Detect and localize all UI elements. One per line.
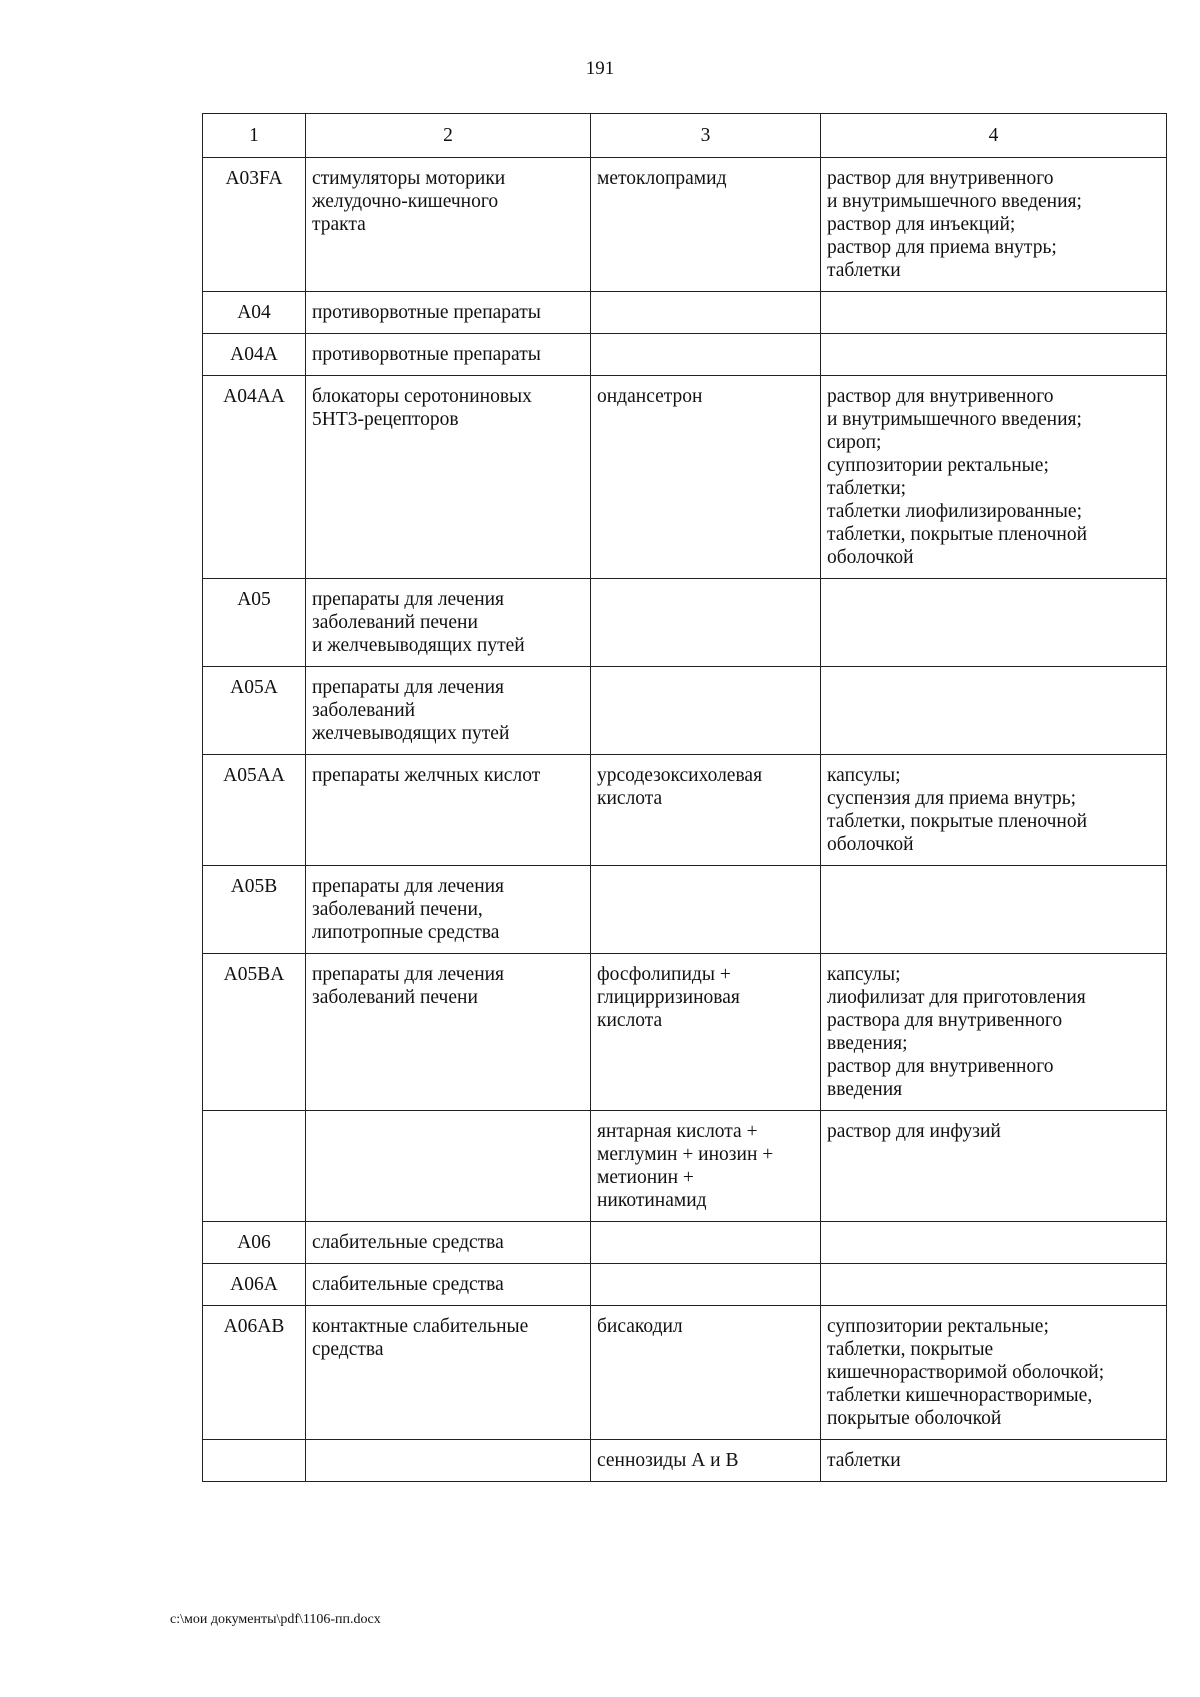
substance-line: сеннозиды А и В — [597, 1450, 739, 1471]
substance-cell — [591, 579, 821, 667]
dosage-form-line: введения; — [827, 1033, 908, 1054]
substance-line: янтарная кислота + — [597, 1121, 758, 1142]
drug-classification-table — [202, 113, 1167, 1482]
dosage-forms-cell — [821, 755, 1167, 866]
dosage-forms-cell — [821, 1306, 1167, 1440]
dosage-form-line: суспензия для приема внутрь; — [827, 788, 1077, 809]
table-row — [203, 1111, 1167, 1222]
atc-code-cell: A05 — [203, 579, 306, 667]
dosage-form-line: раствор для внутривенного — [827, 386, 1054, 407]
group-cell — [306, 1440, 591, 1482]
dosage-form-line: покрытые оболочкой — [827, 1408, 1002, 1429]
group-cell — [306, 866, 591, 954]
atc-code-cell: A06A — [203, 1264, 306, 1306]
table-header — [203, 114, 1167, 158]
table-body — [203, 158, 1167, 1482]
dosage-form-line: кишечнорастворимой оболочкой; — [827, 1362, 1105, 1383]
dosage-form-line: таблетки — [827, 1450, 901, 1471]
dosage-form-line: раствор для внутривенного — [827, 168, 1054, 189]
substance-cell — [591, 755, 821, 866]
substance-cell — [591, 334, 821, 376]
dosage-forms-cell — [821, 1111, 1167, 1222]
atc-code-cell: A04A — [203, 334, 306, 376]
atc-code-cell: A05B — [203, 866, 306, 954]
atc-code-cell — [203, 1440, 306, 1482]
substance-line: кислота — [597, 788, 663, 809]
substance-line: меглумин + инозин + — [597, 1144, 774, 1165]
group-line: желчевыводящих путей — [312, 723, 510, 744]
substance-cell — [591, 1440, 821, 1482]
group-line: противорвотные препараты — [312, 344, 541, 365]
group-line: средства — [312, 1339, 384, 1360]
substance-cell — [591, 1264, 821, 1306]
table-row — [203, 334, 1167, 376]
table-row — [203, 579, 1167, 667]
substance-line: никотинамид — [597, 1190, 707, 1211]
table-row — [203, 158, 1167, 292]
dosage-form-line: оболочкой — [827, 834, 914, 855]
group-line: слабительные средства — [312, 1274, 504, 1295]
dosage-form-line: раствора для внутривенного — [827, 1010, 1063, 1031]
dosage-form-line: раствор для приема внутрь; — [827, 237, 1057, 258]
dosage-forms-cell — [821, 1264, 1167, 1306]
group-line: препараты для лечения — [312, 964, 505, 985]
group-cell — [306, 1306, 591, 1440]
substance-cell — [591, 1222, 821, 1264]
group-line: заболеваний печени — [312, 612, 478, 633]
page-number: 191 — [585, 58, 615, 79]
atc-code-cell: A04AA — [203, 376, 306, 579]
group-cell — [306, 1264, 591, 1306]
dosage-forms-cell — [821, 376, 1167, 579]
dosage-form-line: суппозитории ректальные; — [827, 1316, 1049, 1337]
group-line: блокаторы серотониновых — [312, 386, 532, 407]
header-col-2: 2 — [306, 114, 591, 158]
header-col-4: 4 — [821, 114, 1167, 158]
group-line: препараты для лечения — [312, 876, 505, 897]
dosage-form-line: раствор для инфузий — [827, 1121, 1001, 1142]
group-line: липотропные средства — [312, 922, 500, 943]
group-line: и желчевыводящих путей — [312, 635, 525, 656]
substance-cell — [591, 1306, 821, 1440]
group-line: слабительные средства — [312, 1232, 504, 1253]
substance-cell — [591, 1111, 821, 1222]
dosage-form-line: капсулы; — [827, 765, 901, 786]
atc-code-cell — [203, 1111, 306, 1222]
table-row — [203, 1440, 1167, 1482]
atc-code-cell: A05AA — [203, 755, 306, 866]
substance-line: ондансетрон — [597, 386, 703, 407]
substance-cell — [591, 866, 821, 954]
dosage-form-line: капсулы; — [827, 964, 901, 985]
substance-line: метоклопрамид — [597, 168, 727, 189]
dosage-form-line: таблетки, покрытые — [827, 1339, 994, 1360]
dosage-forms-cell — [821, 866, 1167, 954]
atc-code-cell: A03FA — [203, 158, 306, 292]
table-row — [203, 1222, 1167, 1264]
group-cell — [306, 755, 591, 866]
substance-cell — [591, 954, 821, 1111]
dosage-form-line: раствор для внутривенного — [827, 1056, 1054, 1077]
substance-cell — [591, 158, 821, 292]
substance-line: фосфолипиды + — [597, 964, 731, 985]
substance-line: метионин + — [597, 1167, 694, 1188]
group-line: тракта — [312, 214, 366, 235]
dosage-form-line: введения — [827, 1079, 903, 1100]
dosage-form-line: таблетки — [827, 260, 901, 281]
group-cell — [306, 579, 591, 667]
group-line: препараты желчных кислот — [312, 765, 541, 786]
dosage-form-line: таблетки; — [827, 478, 907, 499]
header-col-3: 3 — [591, 114, 821, 158]
group-line: препараты для лечения — [312, 677, 505, 698]
dosage-form-line: таблетки, покрытые пленочной — [827, 811, 1088, 832]
table-row — [203, 1306, 1167, 1440]
substance-line: глицирризиновая — [597, 987, 740, 1008]
group-cell — [306, 1111, 591, 1222]
group-cell — [306, 954, 591, 1111]
dosage-form-line: сироп; — [827, 432, 882, 453]
table-row — [203, 292, 1167, 334]
group-line: препараты для лечения — [312, 589, 505, 610]
group-cell — [306, 667, 591, 755]
dosage-forms-cell — [821, 158, 1167, 292]
atc-code-cell: A05A — [203, 667, 306, 755]
table-row — [203, 866, 1167, 954]
group-line: заболеваний печени, — [312, 899, 483, 920]
group-line: желудочно-кишечного — [312, 191, 499, 212]
substance-line: бисакодил — [597, 1316, 683, 1337]
footer-file-path: c:\мои документы\pdf\1106-пп.docx — [170, 1612, 381, 1627]
dosage-forms-cell — [821, 1440, 1167, 1482]
substance-line: кислота — [597, 1010, 663, 1031]
atc-code-cell: A06AB — [203, 1306, 306, 1440]
table-row — [203, 376, 1167, 579]
dosage-form-line: суппозитории ректальные; — [827, 455, 1049, 476]
dosage-forms-cell — [821, 334, 1167, 376]
table-row — [203, 954, 1167, 1111]
group-line: заболеваний печени — [312, 987, 478, 1008]
substance-cell — [591, 667, 821, 755]
group-line: 5HT3-рецепторов — [312, 409, 459, 430]
table-row — [203, 667, 1167, 755]
group-line: заболеваний — [312, 700, 416, 721]
dosage-form-line: и внутримышечного введения; — [827, 409, 1082, 430]
dosage-forms-cell — [821, 579, 1167, 667]
dosage-form-line: таблетки кишечнорастворимые, — [827, 1385, 1093, 1406]
group-line: стимуляторы моторики — [312, 168, 506, 189]
dosage-forms-cell — [821, 667, 1167, 755]
group-line: противорвотные препараты — [312, 302, 541, 323]
dosage-form-line: лиофилизат для приготовления — [827, 987, 1086, 1008]
table-row — [203, 1264, 1167, 1306]
dosage-forms-cell — [821, 954, 1167, 1111]
group-cell — [306, 158, 591, 292]
group-cell — [306, 1222, 591, 1264]
dosage-forms-cell — [821, 1222, 1167, 1264]
dosage-form-line: оболочкой — [827, 547, 914, 568]
group-cell — [306, 334, 591, 376]
atc-code-cell: A06 — [203, 1222, 306, 1264]
dosage-forms-cell — [821, 292, 1167, 334]
table-row — [203, 755, 1167, 866]
dosage-form-line: таблетки, покрытые пленочной — [827, 524, 1088, 545]
group-cell — [306, 292, 591, 334]
header-row — [203, 114, 1167, 158]
substance-cell — [591, 376, 821, 579]
dosage-form-line: раствор для инъекций; — [827, 214, 1016, 235]
substance-line: урсодезоксихолевая — [597, 765, 763, 786]
atc-code-cell: A04 — [203, 292, 306, 334]
dosage-form-line: и внутримышечного введения; — [827, 191, 1082, 212]
atc-code-cell: A05BA — [203, 954, 306, 1111]
dosage-form-line: таблетки лиофилизированные; — [827, 501, 1082, 522]
group-line: контактные слабительные — [312, 1316, 529, 1337]
group-cell — [306, 376, 591, 579]
header-col-1: 1 — [203, 114, 306, 158]
substance-cell — [591, 292, 821, 334]
